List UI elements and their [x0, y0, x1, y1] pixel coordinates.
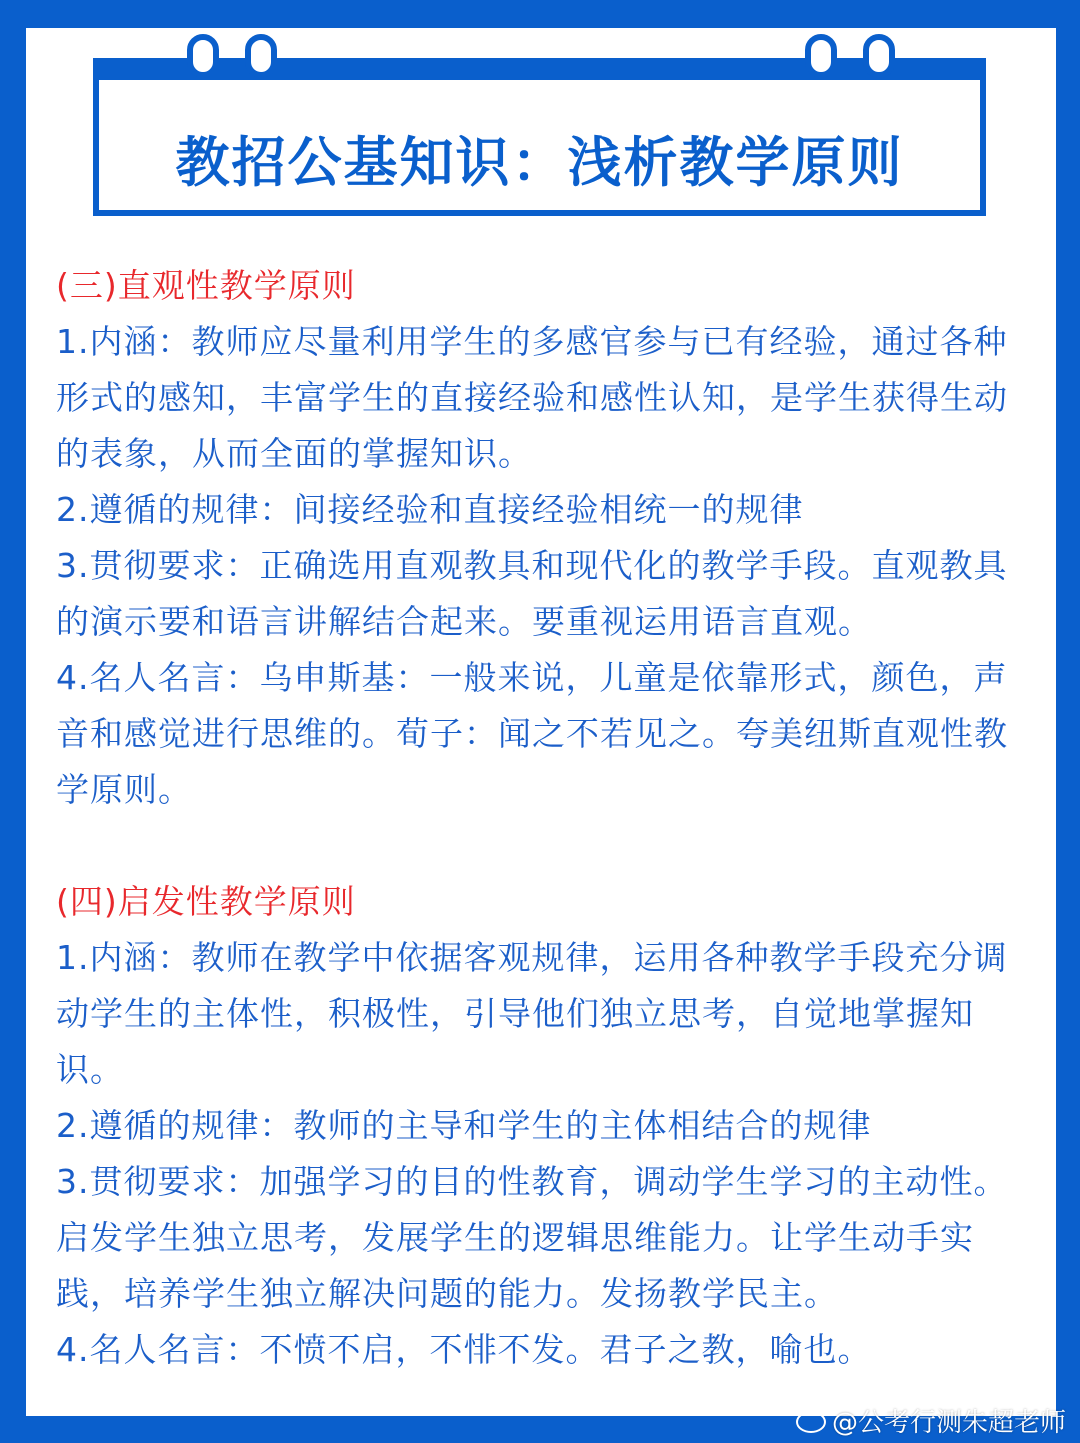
section-heuristic-principle	[56, 874, 1031, 1378]
section-item-quotes: 4.名人名言：乌申斯基：一般来说，儿童是依靠形式，颜色，声音和感觉进行思维的。荀子：闻之不若见之。夸美纽斯直观性教学原则。	[56, 658, 1008, 809]
section-item-quotes: 4.名人名言：不愤不启，不悱不发。君子之教，喻也。	[56, 1330, 872, 1369]
section-item-law: 2.遵循的规律：间接经验和直接经验相统一的规律	[56, 490, 804, 529]
section-item-meaning: 1.内涵：教师应尽量利用学生的多感官参与已有经验，通过各种形式的感知，丰富学生的直接经验和感性认知，是学生获得生动的表象，从而全面的掌握知识。	[56, 322, 1008, 473]
title-banner	[93, 58, 986, 216]
binder-ring-icon	[863, 34, 895, 78]
watermark	[796, 1402, 1066, 1439]
watermark-text: @公考行测朱超老师	[831, 1408, 1066, 1438]
page-title: 教招公基知识：浅析教学原则	[175, 131, 904, 194]
section-item-meaning: 1.内涵：教师在教学中依据客观规律，运用各种教学手段充分调动学生的主体性，积极性，引导他们独立思考，自觉地掌握知识。	[56, 938, 1008, 1089]
binder-ring-icon	[245, 34, 277, 78]
section-item-law: 2.遵循的规律：教师的主导和学生的主体相结合的规律	[56, 1106, 872, 1145]
weibo-icon	[796, 1411, 826, 1433]
section-heading: (四)启发性教学原则	[56, 882, 356, 921]
binder-ring-icon	[805, 34, 837, 78]
section-item-requirements: 3.贯彻要求：加强学习的目的性教育，调动学生学习的主动性。启发学生独立思考，发展学生的逻辑思维能力。让学生动手实践，培养学生独立解决问题的能力。发扬教学民主。	[56, 1162, 1008, 1313]
section-item-requirements: 3.贯彻要求：正确选用直观教具和现代化的教学手段。直观教具的演示要和语言讲解结合起来。要重视运用语言直观。	[56, 546, 1008, 641]
section-heading: (三)直观性教学原则	[56, 266, 356, 305]
section-intuitive-principle	[56, 258, 1031, 818]
binder-ring-icon	[187, 34, 219, 78]
